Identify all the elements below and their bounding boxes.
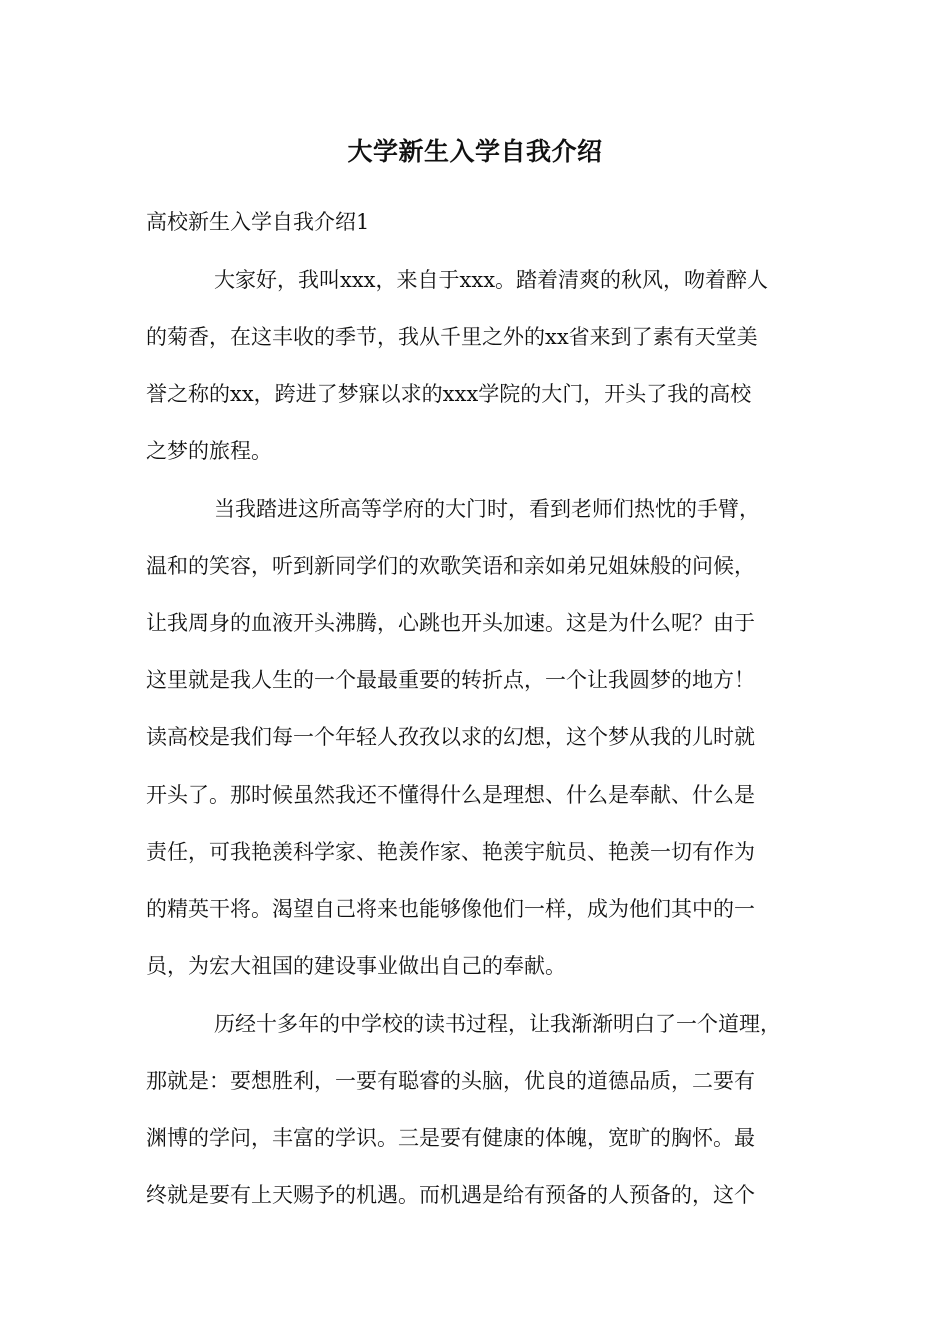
paragraph-line: 开头了。那时候虽然我还不懂得什么是理想、什么是奉献、什么是 bbox=[146, 783, 755, 807]
paragraph-line: 责任，可我艳羡科学家、艳羡作家、艳羡宇航员、艳羡一切有作为 bbox=[146, 840, 755, 864]
paragraph-line: 那就是：要想胜利，一要有聪睿的头脑，优良的道德品质，二要有 bbox=[146, 1069, 755, 1093]
document-title: 大学新生入学自我介绍 bbox=[347, 137, 603, 166]
paragraph-line: 之梦的旅程。 bbox=[146, 439, 272, 463]
paragraph-line: 读高校是我们每一个年轻人孜孜以求的幻想，这个梦从我的儿时就 bbox=[146, 725, 755, 749]
paragraph-line: 当我踏进这所高等学府的大门时，看到老师们热忱的手臂， bbox=[214, 497, 760, 521]
paragraph-line: 历经十多年的中学校的读书过程，让我渐渐明白了一个道理， bbox=[214, 1012, 781, 1036]
paragraph-line: 大家好，我叫xxx，来自于xxx。踏着清爽的秋风，吻着醉人 bbox=[214, 268, 769, 292]
paragraph-line: 温和的笑容，听到新同学们的欢歌笑语和亲如弟兄姐妹般的问候， bbox=[146, 554, 755, 578]
paragraph-line: 的菊香，在这丰收的季节，我从千里之外的xx省来到了素有天堂美 bbox=[146, 325, 758, 349]
paragraph-line: 终就是要有上天赐予的机遇。而机遇是给有预备的人预备的，这个 bbox=[146, 1183, 755, 1207]
paragraph-line: 的精英干将。渴望自己将来也能够像他们一样，成为他们其中的一 bbox=[146, 897, 755, 921]
section-heading: 高校新生入学自我介绍1 bbox=[146, 210, 370, 234]
paragraph-line: 让我周身的血液开头沸腾，心跳也开头加速。这是为什么呢？由于 bbox=[146, 611, 755, 635]
paragraph-line: 誉之称的xx，跨进了梦寐以求的xxx学院的大门，开头了我的高校 bbox=[146, 382, 752, 406]
paragraph-line: 这里就是我人生的一个最最重要的转折点，一个让我圆梦的地方！ bbox=[146, 668, 755, 692]
paragraph-line: 员，为宏大祖国的建设事业做出自己的奉献。 bbox=[146, 954, 566, 978]
paragraph-line: 渊博的学问，丰富的学识。三是要有健康的体魄，宽旷的胸怀。最 bbox=[146, 1126, 755, 1150]
